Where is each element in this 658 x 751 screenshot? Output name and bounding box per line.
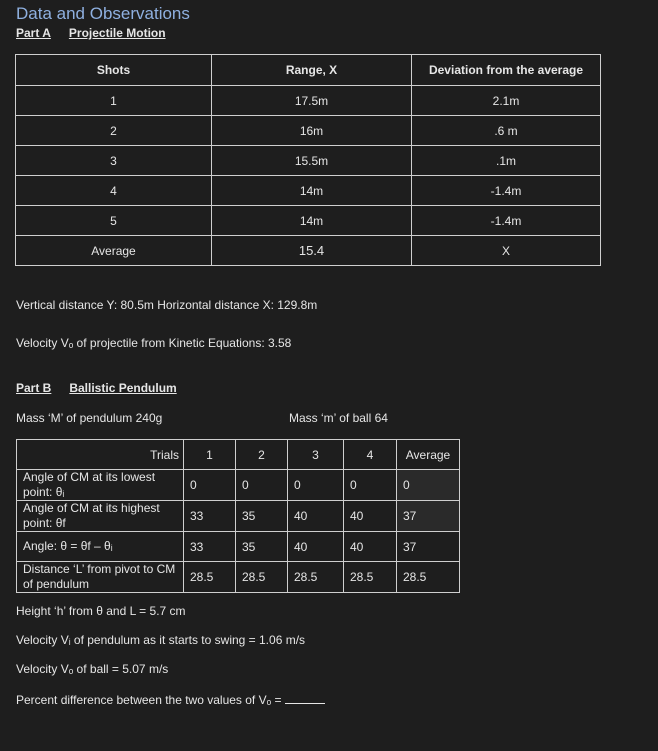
table-row <box>17 501 460 532</box>
cell: 33 <box>184 532 236 562</box>
cell: 0 <box>344 470 397 501</box>
table-row <box>16 116 601 146</box>
cell: 0 <box>236 470 288 501</box>
percent-diff-row <box>16 693 325 707</box>
part-a-heading <box>16 26 184 40</box>
part-a-name: Projectile Motion <box>68 26 166 40</box>
col-trial-1: 1 <box>184 440 236 470</box>
cell: 37 <box>397 532 460 562</box>
cell: 40 <box>288 501 344 532</box>
cell: 28.5 <box>236 562 288 593</box>
cell: 1 <box>16 86 212 116</box>
cell: 2 <box>16 116 212 146</box>
col-trial-2: 2 <box>236 440 288 470</box>
cell: 14m <box>212 206 412 236</box>
cell: X <box>412 236 601 266</box>
pendulum-table <box>16 439 460 593</box>
velocity-kinetic-line: Velocity Vₒ of projectile from Kinetic Equations: 3.58 <box>16 336 292 350</box>
table-row <box>17 562 460 593</box>
cell: -1.4m <box>412 206 601 236</box>
table-row <box>16 206 601 236</box>
cell: .6 m <box>412 116 601 146</box>
velocity-pendulum-line: Velocity Vᵢ of pendulum as it starts to swing = 1.06 m/s <box>16 633 306 647</box>
distances-line: Vertical distance Y: 80.5m Horizontal distance X: 129.8m <box>16 298 318 312</box>
cell: 16m <box>212 116 412 146</box>
percent-diff-line: Percent difference between the two values of Vₒ = <box>16 693 282 707</box>
cell: 0 <box>288 470 344 501</box>
cell: 14m <box>212 176 412 206</box>
velocity-ball-line: Velocity Vₒ of ball = 5.07 m/s <box>16 662 169 676</box>
average-row <box>16 236 601 266</box>
col-range: Range, X <box>212 55 412 86</box>
cell: 5 <box>16 206 212 236</box>
cell: 28.5 <box>397 562 460 593</box>
cell: 37 <box>397 501 460 532</box>
mass-ball-line: Mass ‘m’ of ball 64 <box>289 411 388 425</box>
cell: 15.4 <box>212 236 412 266</box>
cell: 15.5m <box>212 146 412 176</box>
cell: 17.5m <box>212 86 412 116</box>
table-row <box>17 532 460 562</box>
row-label: Angle of CM at its lowest point: θᵢ <box>17 470 184 501</box>
cell: 33 <box>184 501 236 532</box>
page-title: Data and Observations <box>16 4 190 23</box>
col-average: Average <box>397 440 460 470</box>
table-row <box>16 146 601 176</box>
col-deviation: Deviation from the average <box>412 55 601 86</box>
table-header-row <box>17 440 460 470</box>
part-b-heading <box>16 381 195 395</box>
cell: -1.4m <box>412 176 601 206</box>
cell: 28.5 <box>344 562 397 593</box>
col-trial-3: 3 <box>288 440 344 470</box>
col-trials: Trials <box>17 440 184 470</box>
part-b-label: Part B <box>16 381 52 395</box>
cell: 2.1m <box>412 86 601 116</box>
cell: 40 <box>344 532 397 562</box>
cell: 28.5 <box>184 562 236 593</box>
cell: 35 <box>236 532 288 562</box>
cell: 3 <box>16 146 212 176</box>
row-label: Distance ‘L’ from pivot to CM of pendulum <box>17 562 184 593</box>
cell: .1m <box>412 146 601 176</box>
table-row <box>17 470 460 501</box>
cell: 0 <box>184 470 236 501</box>
cell: 40 <box>344 501 397 532</box>
cell: 28.5 <box>288 562 344 593</box>
row-label: Angle: θ = θf – θᵢ <box>17 532 184 562</box>
table-row <box>16 176 601 206</box>
part-b-name: Ballistic Pendulum <box>69 381 177 395</box>
projectile-table <box>15 54 601 266</box>
part-a-label: Part A <box>16 26 51 40</box>
cell: 35 <box>236 501 288 532</box>
table-row <box>16 86 601 116</box>
cell: 4 <box>16 176 212 206</box>
row-label: Angle of CM at its highest point: θf <box>17 501 184 532</box>
cell: 40 <box>288 532 344 562</box>
cell: 0 <box>397 470 460 501</box>
cell: Average <box>16 236 212 266</box>
col-trial-4: 4 <box>344 440 397 470</box>
col-shots: Shots <box>16 55 212 86</box>
table-header-row <box>16 55 601 86</box>
height-line: Height ‘h’ from θ and L = 5.7 cm <box>16 604 186 618</box>
mass-pendulum-line: Mass ‘M’ of pendulum 240g <box>16 411 163 425</box>
answer-blank[interactable] <box>285 703 325 704</box>
